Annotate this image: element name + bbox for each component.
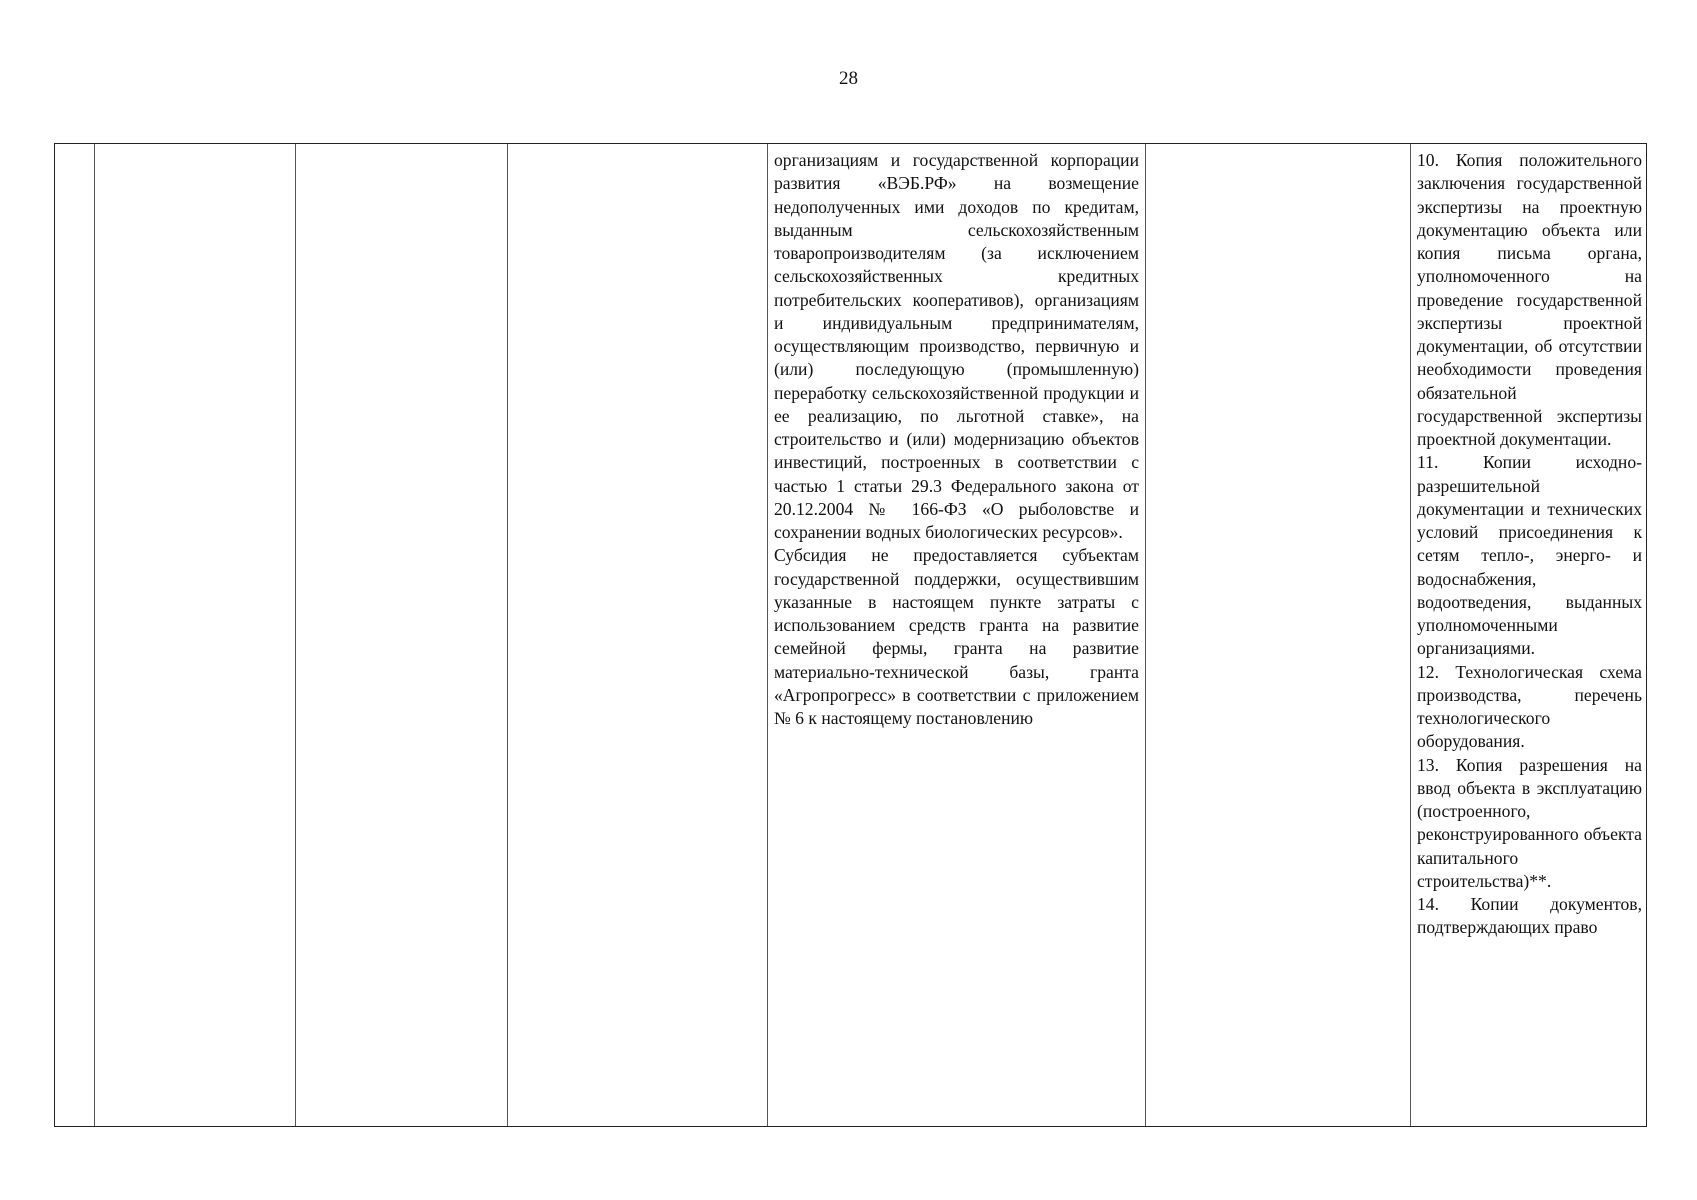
table-column-3 <box>295 144 507 1126</box>
document-list-item: 12. Технологическая схема производства, перечень технологического оборудования. <box>1417 661 1642 752</box>
table-column-2 <box>94 144 295 1126</box>
table-column-1 <box>55 144 94 1126</box>
table-column-5 <box>767 144 1145 1126</box>
page-number: 28 <box>839 68 858 89</box>
table-column-6 <box>1145 144 1410 1126</box>
document-table <box>54 143 1647 1127</box>
subsidy-description-text: организациям и государственной корпорации развития «ВЭБ.РФ» на возмещение недополученных ими доходов по кредитам, выданным сельскохозяйственным товаропроизводителям (за исключением сельскохозяйственных кредитных потребительских кооперативов), организациям и индивидуальным предпринимателям, осуществляющим производство, первичную и (или) последующую (промышленную) переработку сельскохозяйственной продукции и ее реализацию, по льготной ставке», на строительство и (или) модернизацию объектов инвестиций, построенных в соответствии с частью 1 статьи 29.3 Федерального закона от 20.12.2004 № 166-ФЗ «О рыболовстве и сохранении водных биологических ресурсов». <box>774 150 1139 542</box>
document-list-item: 10. Копия положительного заключения государственной экспертизы на проектную документацию объекта или копия письма органа, уполномоченного на проведение государственной экспертизы проектной документации, об отсутствии необходимости проведения обязательной государственной экспертизы проектной документации. <box>1417 150 1642 449</box>
subsidy-exclusion-text: Субсидия не предоставляется субъектам государственной поддержки, осуществившим указанные в настоящем пункте затраты с использованием средств гранта на развитие семейной фермы, гранта на развитие материально-технической базы, гранта «Агропрогресс» в соответствии с приложением № 6 к настоящему постановлению <box>774 545 1139 728</box>
document-list-item: 13. Копия разрешения на ввод объекта в эксплуатацию (построенного, реконструированного объекта капитального строительства)**. <box>1417 754 1642 891</box>
document-list-item: 14. Копии документов, подтверждающих право <box>1417 894 1642 938</box>
document-list-item: 11. Копии исходно-разрешительной документации и технических условий присоединения к сетям тепло-, энерго- и водоснабжения, водоотведения, выданных уполномоченными организациями. <box>1417 452 1642 659</box>
table-column-4 <box>507 144 767 1126</box>
table-column-7 <box>1410 144 1648 1126</box>
